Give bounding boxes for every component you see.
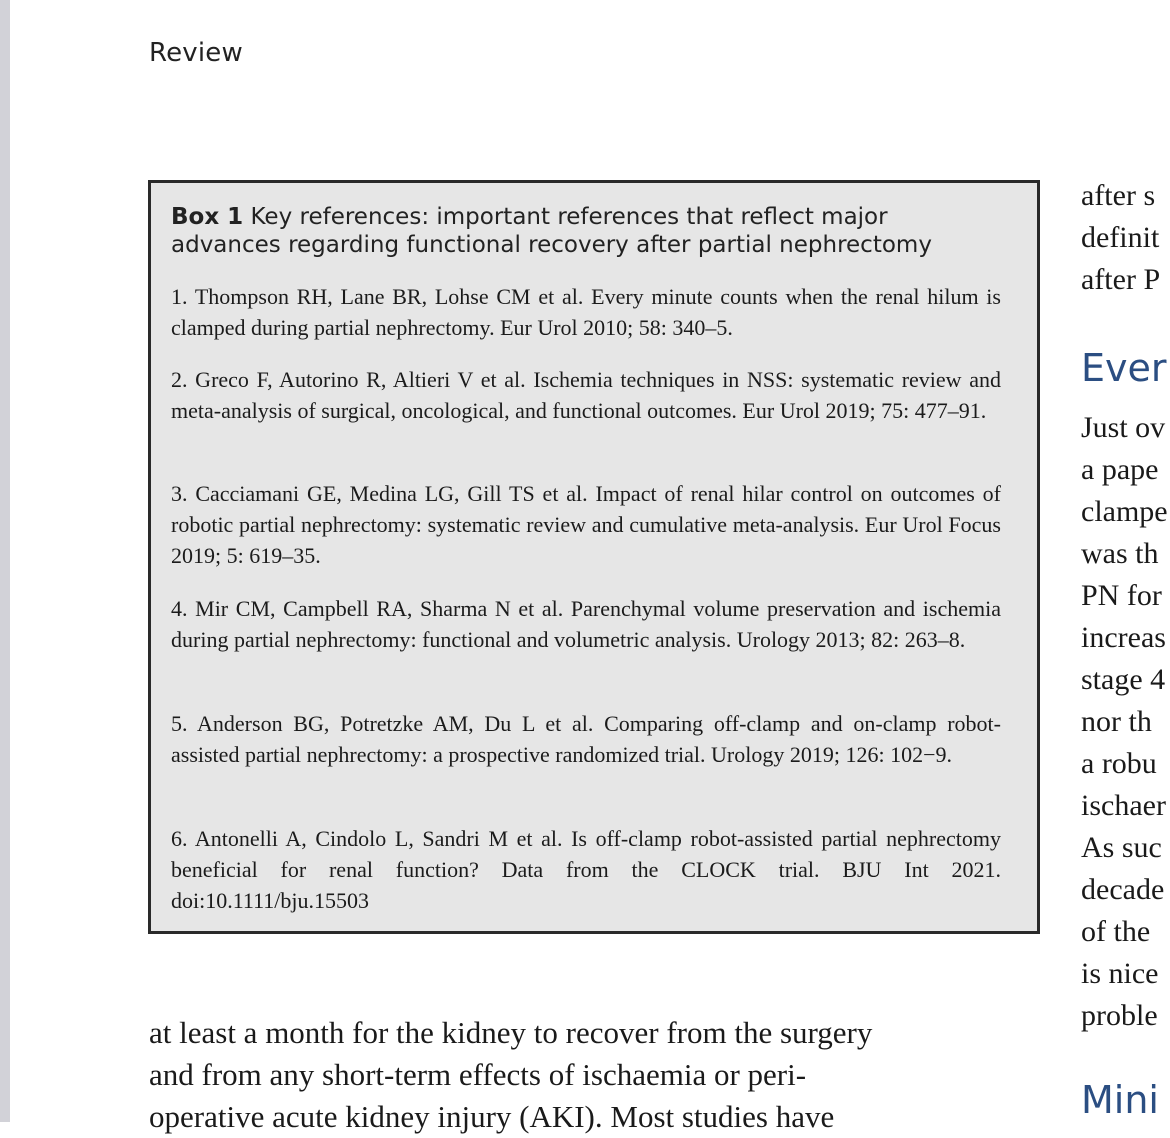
body-line: at least a month for the kidney to recover from the surgery xyxy=(149,1015,873,1050)
right-line: ischaer xyxy=(1081,789,1166,822)
right-line: nor th xyxy=(1081,705,1152,738)
right-line: Just ov xyxy=(1081,411,1166,444)
reference-3: 3. Cacciamani GE, Medina LG, Gill TS et al. Impact of renal hilar control on outcomes of robotic partial nephrectomy: systematic review and cumulative meta-analysis. Eur Urol Focus 2019; 5: 619–35. xyxy=(171,481,1001,568)
box-title xyxy=(171,203,1001,259)
right-line: definit xyxy=(1081,221,1160,254)
body-line: operative acute kidney injury (AKI). Most studies have xyxy=(149,1099,835,1134)
right-line: proble xyxy=(1081,999,1158,1032)
right-line: PN for xyxy=(1081,579,1162,612)
right-line: of the xyxy=(1081,915,1151,948)
box-label: Box 1 xyxy=(171,204,244,230)
body-line: and from any short-term effects of ischaemia or peri- xyxy=(149,1057,807,1092)
right-line: stage 4 xyxy=(1081,663,1166,696)
section-heading: Ever xyxy=(1081,346,1167,390)
right-line: As suc xyxy=(1081,831,1162,864)
right-line: decade xyxy=(1081,873,1165,906)
right-line: is nice xyxy=(1081,957,1159,990)
box-title-text: Key references: important references that reflect major advances regarding functional recovery after partial nephrectomy xyxy=(171,204,932,258)
reference-6: 6. Antonelli A, Cindolo L, Sandri M et al. Is off-clamp robot-assisted partial nephrectomy beneficial for renal function? Data from the CLOCK trial. BJU Int 2021. doi:10.1111/bju.15503 xyxy=(171,826,1001,913)
right-line: after P xyxy=(1081,263,1161,296)
reference-2: 2. Greco F, Autorino R, Altieri V et al. Ischemia techniques in NSS: systematic review and meta-analysis of surgical, oncological, and functional outcomes. Eur Urol 2019; 75: 477–91. xyxy=(171,367,1001,423)
right-line: a pape xyxy=(1081,453,1159,486)
body-paragraph xyxy=(149,1012,999,1138)
running-head: Review xyxy=(149,38,243,68)
section-heading: Mini xyxy=(1081,1078,1159,1122)
right-line: increas xyxy=(1081,621,1166,654)
page-edge xyxy=(0,0,10,1122)
right-line: clampe xyxy=(1081,495,1168,528)
key-references-box xyxy=(148,180,1040,934)
right-column xyxy=(1081,0,1170,1122)
right-line: after s xyxy=(1081,179,1156,212)
reference-4: 4. Mir CM, Campbell RA, Sharma N et al. Parenchymal volume preservation and ischemia during partial nephrectomy: functional and volumetric analysis. Urology 2013; 82: 263–8. xyxy=(171,596,1001,652)
reference-1: 1. Thompson RH, Lane BR, Lohse CM et al. Every minute counts when the renal hilum is clamped during partial nephrectomy. Eur Urol 2010; 58: 340–5. xyxy=(171,284,1001,340)
reference-5: 5. Anderson BG, Potretzke AM, Du L et al. Comparing off-clamp and on-clamp robot-assisted partial nephrectomy: a prospective randomized trial. Urology 2019; 126: 102−9. xyxy=(171,711,1001,767)
right-line: a robu xyxy=(1081,747,1157,780)
right-line: was th xyxy=(1081,537,1159,570)
